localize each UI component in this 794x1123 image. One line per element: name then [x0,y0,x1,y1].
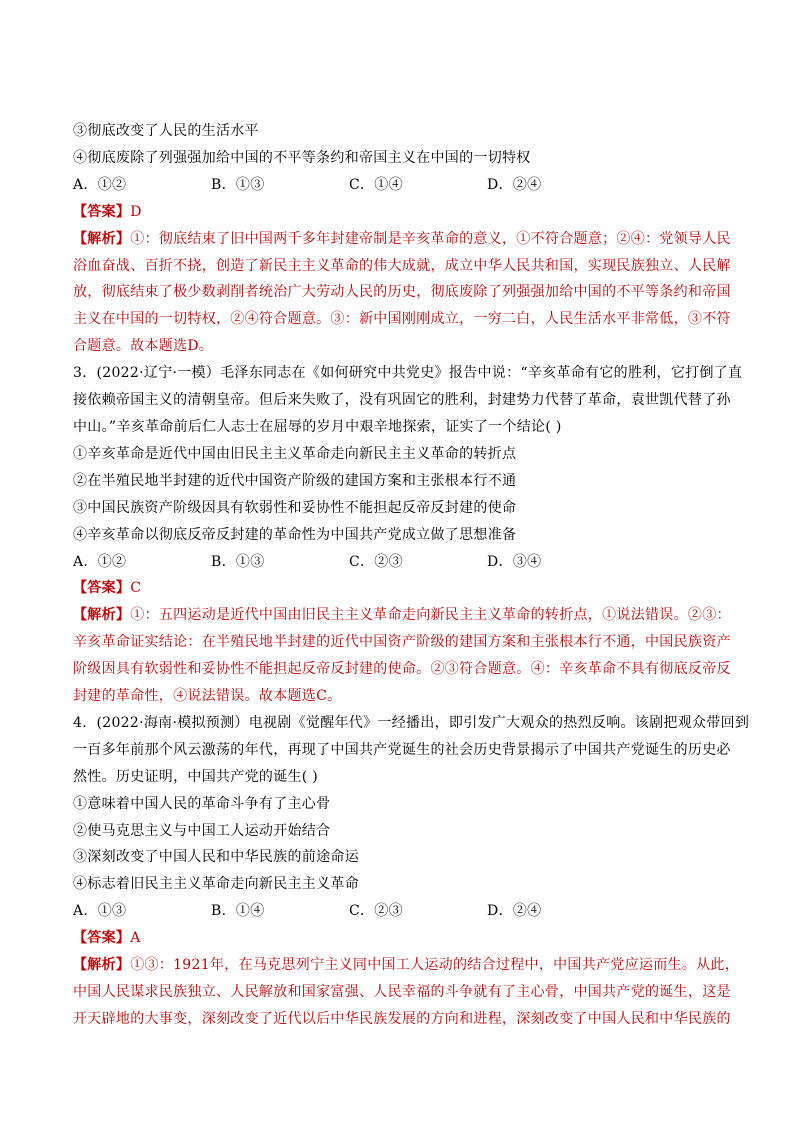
q3-stem-line: 3．(2022·辽宁·一模）毛泽东同志在《如何研究中共党史》报告中说：“辛亥革命有它的胜利，它打倒了直 [73,365,743,382]
analysis-text: ①：五四运动是近代中国由旧民主主义革命走向新民主主义革命的转折点，①说法错误。②③： [130,607,731,624]
q4-item-2: ②使马克思主义与中国工人运动开始结合 [73,822,331,839]
q2-option-c: C．①④ [349,176,403,193]
q3-option-b: B．①③ [211,553,265,570]
q3-option-c: C．②③ [349,553,403,570]
q3-item-1: ①辛亥革命是近代中国由旧民主主义革命走向新民主主义革命的转折点 [73,445,517,462]
q2-analysis-line: 主义在中国的一切特权，②④符合题意。③：新中国刚刚成立，一穷二白，人民生活水平非常低，③不符 [73,311,731,328]
q3-item-4: ④辛亥革命以彻底反帝反封建的革命性为中国共产党成立做了思想准备 [73,526,517,543]
q4-item-3: ③深刻改变了中国人民和中华民族的前途命运 [73,849,359,866]
q3-option-d: D．③④ [487,553,542,570]
q3-analysis-line: 辛亥革命证实结论：在半殖民地半封建的近代中国资产阶级的建国方案和主张根本行不通，中国民族资产 [73,634,731,651]
q4-options [73,898,733,925]
q2-answer [73,199,733,226]
q2-item-3: ③彻底改变了人民的生活水平 [73,123,259,139]
q3-analysis-line: 封建的革命性，④说法错误。故本题选C。 [73,688,342,705]
q3-option-a: A．①② [73,553,127,570]
q3-analysis-line: 阶级因具有软弱性和妥协性不能担起反帝反封建的使命。②③符合题意。④：辛亥革命不具有彻底反帝反 [73,661,731,678]
answer-label: 【答案】 [73,930,131,947]
q2-options [73,172,733,199]
q4-option-c: C．②③ [349,903,403,920]
answer-value: A [130,930,141,947]
q2-option-d: D．②④ [487,176,542,193]
analysis-text: ①③：1921年，在马克思列宁主义同中国工人运动的结合过程中，中国共产党应运而生。从此， [130,957,740,974]
answer-value: C [130,580,142,597]
answer-label: 【答案】 [73,580,131,597]
q3-item-2: ②在半殖民地半封建的近代中国资产阶级的建国方案和主张根本行不通 [73,472,517,489]
q3-item-3: ③中国民族资产阶级因具有软弱性和妥协性不能担起反帝反封建的使命 [73,499,517,516]
q4-option-b: B．①④ [211,903,265,920]
q2-item-4: ④彻底废除了列强强加给中国的不平等条约和帝国主义在中国的一切特权 [73,149,531,166]
q4-option-a: A．①③ [73,903,127,920]
q4-answer [73,925,733,952]
q3-analysis-line [73,602,733,629]
q4-stem-line: 4．(2022·海南·模拟预测）电视剧《觉醒年代》一经播出，即引发广大观众的热烈反响。该剧把观众带回到 [73,714,750,731]
q2-analysis-line: 合题意。故本题选D。 [73,338,214,355]
analysis-text: ①：彻底结束了旧中国两千多年封建帝制是辛亥革命的意义，①不符合题意；②④：党领导人民 [130,230,731,247]
q4-item-1: ①意味着中国人民的革命斗争有了主心骨 [73,795,331,812]
q4-analysis-line: 中国人民谋求民族独立、人民解放和国家富强、人民幸福的斗争就有了主心骨，中国共产党的诞生，这是 [73,984,731,1000]
document-page [73,118,750,1033]
q4-option-d: D．②④ [487,903,542,920]
q3-answer [73,575,733,602]
q3-options [73,549,733,576]
q2-analysis-line [73,226,733,253]
q3-stem-line: 中山。”辛亥革命前后仁人志士在屈辱的岁月中艰辛地探索，证实了一个结论( ) [73,418,562,435]
answer-label: 【答案】 [73,203,131,220]
q4-analysis-line: 开天辟地的大事变，深刻改变了近代以后中华民族发展的方向和进程，深刻改变了中国人民和中华民族的 [73,1010,731,1027]
analysis-label: 【解析】 [73,957,131,974]
q2-analysis-line: 放，彻底结束了极少数剥削者统治广大劳动人民的历史，彻底废除了列强强加给中国的不平等条约和帝国 [73,284,731,301]
analysis-label: 【解析】 [73,230,131,247]
q3-stem-line: 接依赖帝国主义的清朝皇帝。但后来失败了，没有巩固它的胜利，封建势力代替了革命，袁世凯代替了孙 [73,392,731,409]
q4-item-4: ④标志着旧民主主义革命走向新民主主义革命 [73,876,359,893]
q4-stem-line: 一百多年前那个风云激荡的年代，再现了中国共产党诞生的社会历史背景揭示了中国共产党诞生的历史必 [73,741,731,758]
answer-value: D [130,203,142,220]
q2-analysis-line: 浴血奋战、百折不挠，创造了新民主主义革命的伟大成就，成立中华人民共和国，实现民族独立、人民解 [73,257,731,274]
q4-stem-line: 然性。历史证明，中国共产党的诞生( ) [73,768,319,785]
q2-option-a: A．①② [73,176,127,193]
q2-option-b: B．①③ [211,176,265,193]
q4-analysis-line [73,952,740,979]
analysis-label: 【解析】 [73,607,131,624]
